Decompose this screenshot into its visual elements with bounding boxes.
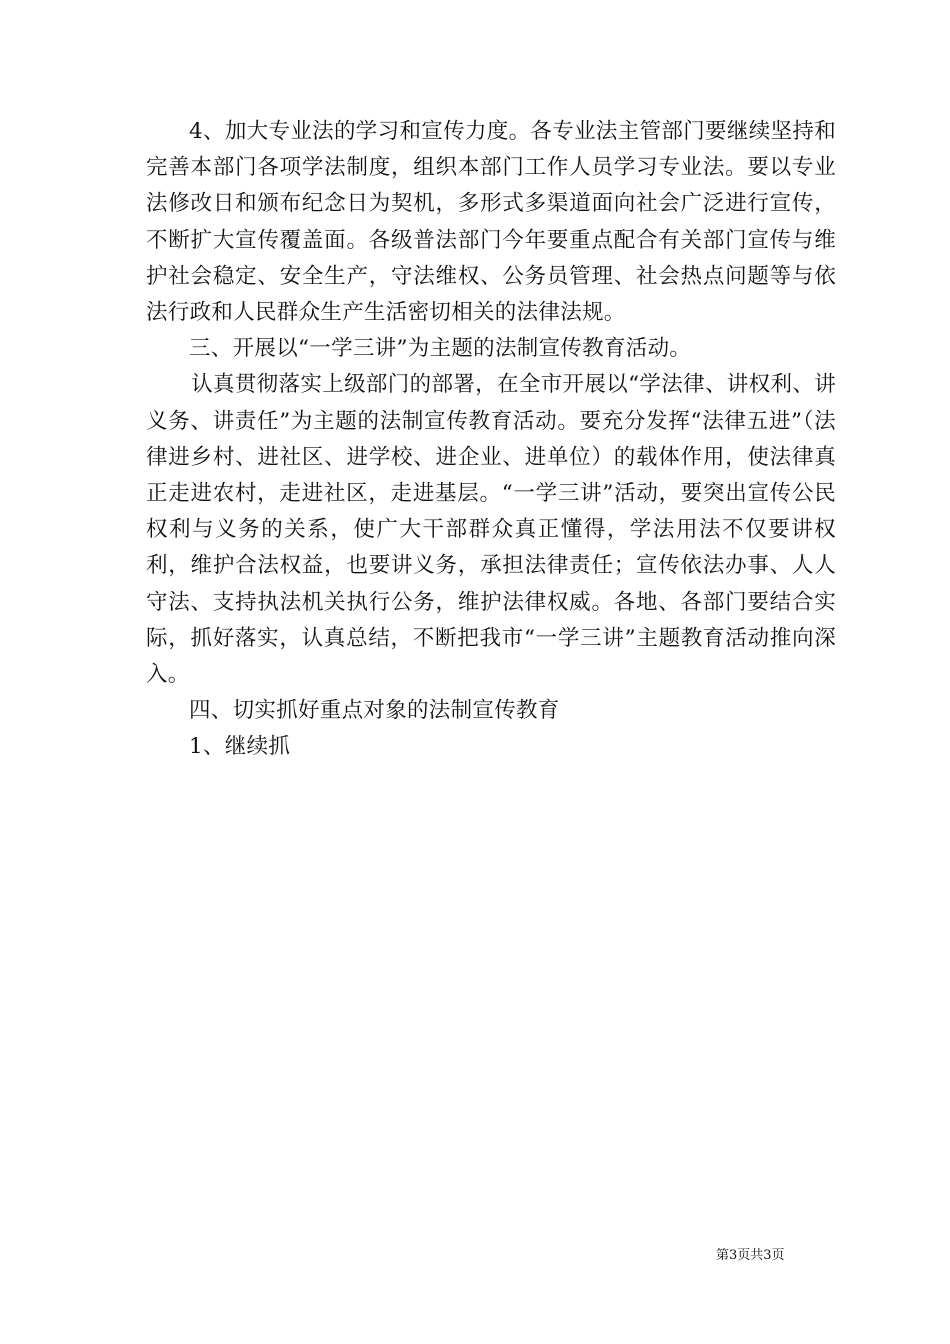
paragraph-one-study-three-talks: 认真贯彻落实上级部门的部署，在全市开展以“学法律、讲权利、讲义务、讲责任”为主题的法制宣传教育活动。要充分发挥“法律五进”（法律进乡村、进社区、进学校、进企业、进单位）的载体作用，使法律真正走进农村，走进社区，走进基层。“一学三讲”活动，要突出宣传公民权利与义务的关系，使广大干部群众真正懂得，学法用法不仅要讲权利，维护合法权益，也要讲义务，承担法律责任；宣传依法办事、人人守法、支持执法机关执行公务，维护法律权威。各地、各部门要结合实际，抓好落实，认真总结，不断把我市“一学三讲”主题教育活动推向深入。 [146, 372, 836, 688]
document-body [146, 114, 836, 766]
heading-section-four: 四、切实抓好重点对象的法制宣传教育 [189, 698, 560, 724]
page-number: 第3页共3页 [716, 1248, 785, 1263]
heading-section-three: 三、开展以“一学三讲”为主题的法制宣传教育活动。 [189, 336, 692, 362]
paragraph-professional-law: 4、加大专业法的学习和宣传力度。各专业法主管部门要继续坚持和完善本部门各项学法制度，组织本部门工作人员学习专业法。要以专业法修改日和颁布纪念日为契机，多形式多渠道面向社会广泛进行宣传，不断扩大宣传覆盖面。各级普法部门今年要重点配合有关部门宣传与维护社会稳定、安全生产，守法维权、公务员管理、社会热点问题等与依法行政和人民群众生产生活密切相关的法律法规。 [146, 119, 836, 326]
paragraph-continue: 1、继续抓 [189, 734, 291, 760]
